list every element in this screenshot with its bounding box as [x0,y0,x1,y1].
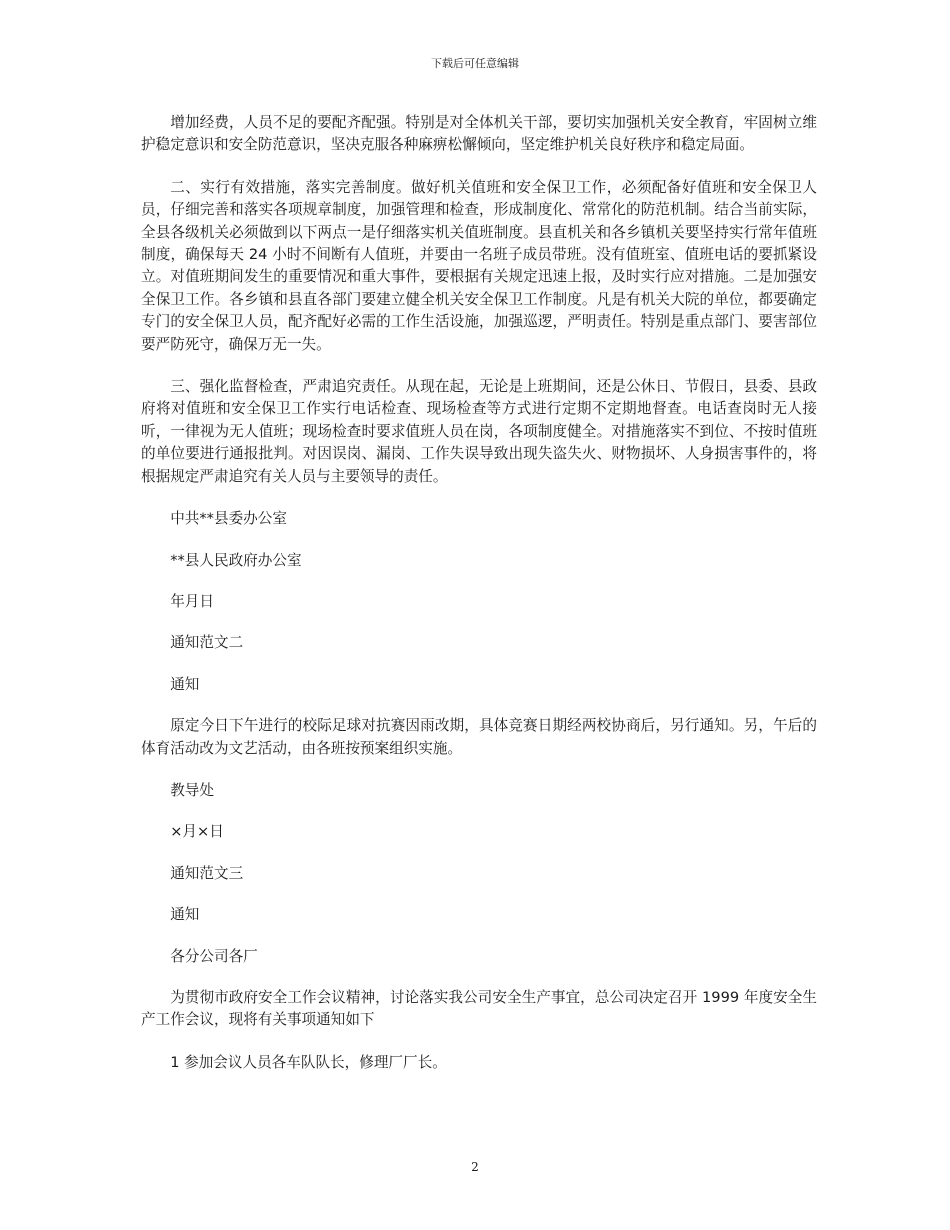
notice-two-date: ×月×日 [170,823,224,841]
notice-two-body: 原定今日下午进行的校际足球对抗赛因雨改期，具体竞赛日期经两校协商后，另行通知。另，午后的体育活动改为文艺活动，由各班按预案组织实施。 [141,717,817,757]
page-number: 2 [471,1160,479,1174]
notice-title-three: 通知 [170,906,200,924]
paragraph-section-two: 二、实行有效措施，落实完善制度。做好机关值班和安全保卫工作，必须配备好值班和安全保卫人员，仔细完善和落实各项规章制度，加强管理和检查，形成制度化、常常化的防范机制。结合当前实际，全县各级机关必须做到以下两点一是仔细落实机关值班制度。县直机关和各乡镇机关要坚持实行常年值班制度，确保每天 24 小时不间断有人值班，并要由一名班子成员带班。没有值班室、值班电话的要抓紧设立。对值班期间发生的重要情况和重大事件，要根据有关规定迅速上报，及时实行应对措施。二是加强安全保卫工作。各乡镇和县直各部门要建立健全机关安全保卫工作制度。凡是有机关大院的单位，都要确定专门的安全保卫人员，配齐配好必需的工作生活设施，加强巡逻，严明责任。特别是重点部门、要害部位要严防死守，确保万无一失。 [141,178,817,353]
date-line: 年月日 [170,592,214,610]
notice-two-issuer: 教导处 [170,781,214,799]
signature-county-committee: 中共**县委办公室 [170,510,287,528]
sample-two-heading: 通知范文二 [170,634,244,652]
notice-three-body: 为贯彻市政府安全工作会议精神，讨论落实我公司安全生产事宜，总公司决定召开 1999 年度安全生产工作会议，现将有关事项通知如下 [141,988,817,1029]
notice-title-two: 通知 [170,675,200,693]
notice-three-recipients: 各分公司各厂 [170,947,258,965]
document-body [141,112,817,1094]
paragraph-section-three: 三、强化监督检查，严肃追究责任。从现在起，无论是上班期间，还是公休日、节假日，县委、县政府将对值班和安全保卫工作实行电话检查、现场检查等方式进行定期不定期地督查。电话查岗时无人接听，一律视为无人值班；现场检查时要求值班人员在岗，各项制度健全。对措施落实不到位、不按时值班的单位要进行通报批判。对因误岗、漏岗、工作失误导致出现失盗失火、财物损坏、人身损害事件的，将根据规定严肃追究有关人员与主要领导的责任。 [141,378,817,485]
signature-county-government: **县人民政府办公室 [170,551,302,569]
page-header: 下载后可任意编辑 [431,57,519,70]
notice-three-item-one: 1 参加会议人员各车队队长，修理厂厂长。 [170,1053,447,1071]
paragraph-continuation: 增加经费，人员不足的要配齐配强。特别是对全体机关干部，要切实加强机关安全教育，牢固树立维护稳定意识和安全防范意识，坚决克服各种麻痹松懈倾向，坚定维护机关良好秩序和稳定局面。 [141,114,817,154]
sample-three-heading: 通知范文三 [170,864,244,882]
